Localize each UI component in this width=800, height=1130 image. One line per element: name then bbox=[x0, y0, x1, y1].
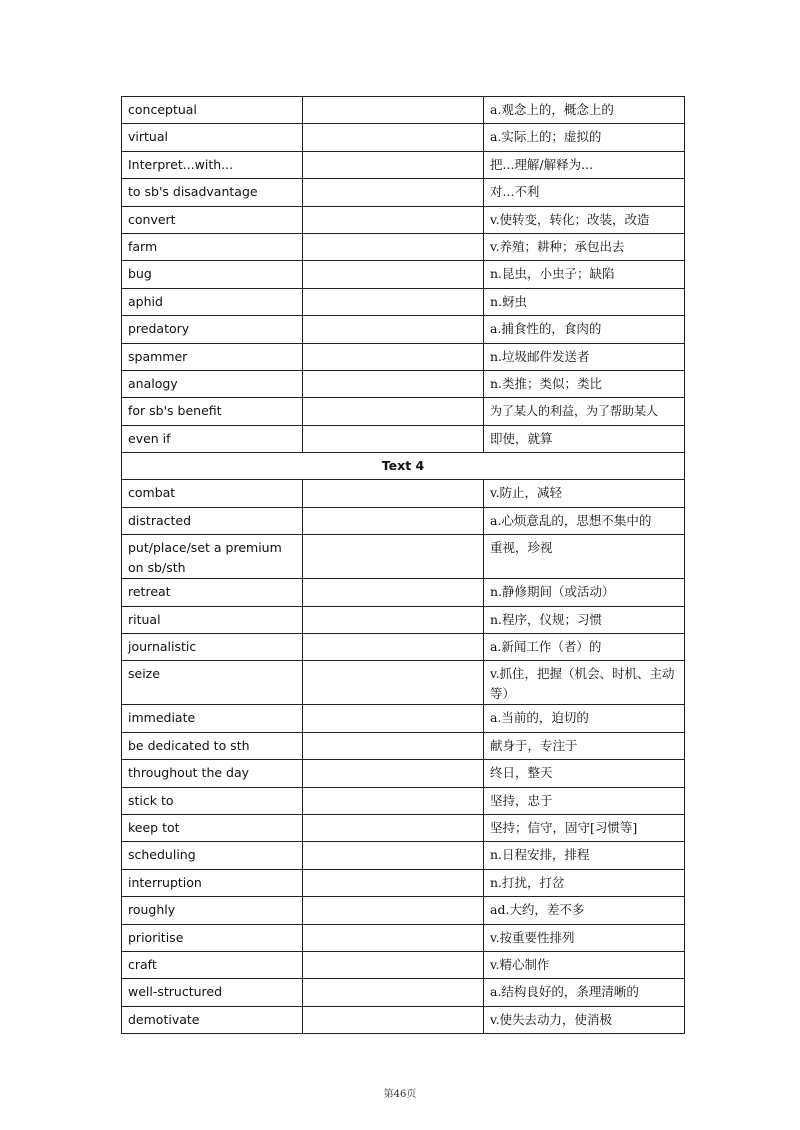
meaning-cell: 献身于，专注于 bbox=[484, 732, 685, 759]
word-cell: demotivate bbox=[122, 1006, 303, 1033]
word-cell: well-structured bbox=[122, 979, 303, 1006]
table-row bbox=[122, 535, 685, 579]
word-cell: predatory bbox=[122, 316, 303, 343]
section-header-row bbox=[122, 453, 685, 480]
meaning-cell: a.捕食性的，食肉的 bbox=[484, 316, 685, 343]
table-row bbox=[122, 370, 685, 397]
blank-cell bbox=[303, 705, 484, 732]
table-row bbox=[122, 951, 685, 978]
blank-cell bbox=[303, 869, 484, 896]
blank-cell bbox=[303, 288, 484, 315]
blank-cell bbox=[303, 124, 484, 151]
table-row bbox=[122, 398, 685, 425]
meaning-cell: n.蚜虫 bbox=[484, 288, 685, 315]
meaning-cell: 对...不利 bbox=[484, 179, 685, 206]
word-cell: virtual bbox=[122, 124, 303, 151]
meaning-cell: v.防止，减轻 bbox=[484, 480, 685, 507]
word-cell: retreat bbox=[122, 579, 303, 606]
word-cell: stick to bbox=[122, 787, 303, 814]
word-cell: put/place/set a premium on sb/sth bbox=[122, 535, 303, 579]
blank-cell bbox=[303, 151, 484, 178]
blank-cell bbox=[303, 370, 484, 397]
word-cell: for sb's benefit bbox=[122, 398, 303, 425]
blank-cell bbox=[303, 480, 484, 507]
table-row bbox=[122, 233, 685, 260]
word-cell: conceptual bbox=[122, 97, 303, 124]
table-row bbox=[122, 634, 685, 661]
blank-cell bbox=[303, 507, 484, 534]
meaning-cell: v.养殖；耕种；承包出去 bbox=[484, 233, 685, 260]
meaning-cell: ad.大约，差不多 bbox=[484, 897, 685, 924]
meaning-cell: n.昆虫，小虫子；缺陷 bbox=[484, 261, 685, 288]
table-row bbox=[122, 261, 685, 288]
blank-cell bbox=[303, 787, 484, 814]
blank-cell bbox=[303, 316, 484, 343]
table-row bbox=[122, 343, 685, 370]
table-row bbox=[122, 814, 685, 841]
blank-cell bbox=[303, 1006, 484, 1033]
blank-cell bbox=[303, 535, 484, 579]
meaning-cell: a.结构良好的，条理清晰的 bbox=[484, 979, 685, 1006]
meaning-cell: 终日，整天 bbox=[484, 760, 685, 787]
word-cell: convert bbox=[122, 206, 303, 233]
meaning-cell: v.精心制作 bbox=[484, 951, 685, 978]
meaning-cell: 坚持；信守，固守[习惯等] bbox=[484, 814, 685, 841]
word-cell: distracted bbox=[122, 507, 303, 534]
blank-cell bbox=[303, 579, 484, 606]
word-cell: to sb's disadvantage bbox=[122, 179, 303, 206]
vocabulary-table bbox=[121, 96, 685, 1034]
blank-cell bbox=[303, 732, 484, 759]
word-cell: be dedicated to sth bbox=[122, 732, 303, 759]
table-row bbox=[122, 480, 685, 507]
blank-cell bbox=[303, 606, 484, 633]
word-cell: farm bbox=[122, 233, 303, 260]
blank-cell bbox=[303, 634, 484, 661]
meaning-cell: a.心烦意乱的，思想不集中的 bbox=[484, 507, 685, 534]
word-cell: analogy bbox=[122, 370, 303, 397]
blank-cell bbox=[303, 924, 484, 951]
meaning-cell: v.使失去动力，使消极 bbox=[484, 1006, 685, 1033]
meaning-cell: n.日程安排，排程 bbox=[484, 842, 685, 869]
table-row bbox=[122, 897, 685, 924]
word-cell: immediate bbox=[122, 705, 303, 732]
meaning-cell: a.新闻工作（者）的 bbox=[484, 634, 685, 661]
table-row bbox=[122, 1006, 685, 1033]
table-row bbox=[122, 732, 685, 759]
blank-cell bbox=[303, 206, 484, 233]
word-cell: Interpret...with... bbox=[122, 151, 303, 178]
table-row bbox=[122, 316, 685, 343]
blank-cell bbox=[303, 261, 484, 288]
table-row bbox=[122, 124, 685, 151]
meaning-cell: n.垃圾邮件发送者 bbox=[484, 343, 685, 370]
table-row bbox=[122, 425, 685, 452]
blank-cell bbox=[303, 814, 484, 841]
blank-cell bbox=[303, 179, 484, 206]
meaning-cell: v.按重要性排列 bbox=[484, 924, 685, 951]
blank-cell bbox=[303, 398, 484, 425]
table-row bbox=[122, 606, 685, 633]
word-cell: ritual bbox=[122, 606, 303, 633]
word-cell: keep tot bbox=[122, 814, 303, 841]
table-row bbox=[122, 507, 685, 534]
meaning-cell: n.类推；类似；类比 bbox=[484, 370, 685, 397]
word-cell: bug bbox=[122, 261, 303, 288]
table-row bbox=[122, 760, 685, 787]
table-row bbox=[122, 787, 685, 814]
meaning-cell: n.打扰，打岔 bbox=[484, 869, 685, 896]
word-cell: throughout the day bbox=[122, 760, 303, 787]
blank-cell bbox=[303, 661, 484, 705]
section-title: Text 4 bbox=[122, 453, 685, 480]
table-row bbox=[122, 179, 685, 206]
meaning-cell: 重视，珍视 bbox=[484, 535, 685, 579]
table-row bbox=[122, 979, 685, 1006]
meaning-cell: n.静修期间（或活动） bbox=[484, 579, 685, 606]
table-row bbox=[122, 206, 685, 233]
blank-cell bbox=[303, 760, 484, 787]
blank-cell bbox=[303, 842, 484, 869]
meaning-cell: 为了某人的利益，为了帮助某人 bbox=[484, 398, 685, 425]
meaning-cell: n.程序，仪规；习惯 bbox=[484, 606, 685, 633]
table-row bbox=[122, 579, 685, 606]
blank-cell bbox=[303, 97, 484, 124]
word-cell: even if bbox=[122, 425, 303, 452]
table-row bbox=[122, 705, 685, 732]
table-row bbox=[122, 97, 685, 124]
word-cell: seize bbox=[122, 661, 303, 705]
table-row bbox=[122, 151, 685, 178]
word-cell: roughly bbox=[122, 897, 303, 924]
table-row bbox=[122, 842, 685, 869]
word-cell: journalistic bbox=[122, 634, 303, 661]
blank-cell bbox=[303, 425, 484, 452]
word-cell: spammer bbox=[122, 343, 303, 370]
word-cell: craft bbox=[122, 951, 303, 978]
word-cell: interruption bbox=[122, 869, 303, 896]
table-row bbox=[122, 661, 685, 705]
blank-cell bbox=[303, 979, 484, 1006]
word-cell: aphid bbox=[122, 288, 303, 315]
blank-cell bbox=[303, 897, 484, 924]
word-cell: prioritise bbox=[122, 924, 303, 951]
word-cell: scheduling bbox=[122, 842, 303, 869]
page-number: 第46页 bbox=[383, 1089, 417, 1100]
table-row bbox=[122, 288, 685, 315]
meaning-cell: 把...理解/解释为... bbox=[484, 151, 685, 178]
table-row bbox=[122, 869, 685, 896]
meaning-cell: v.抓住，把握（机会、时机、主动等） bbox=[484, 661, 685, 705]
meaning-cell: 即使，就算 bbox=[484, 425, 685, 452]
meaning-cell: v.使转变，转化；改装，改造 bbox=[484, 206, 685, 233]
word-cell: combat bbox=[122, 480, 303, 507]
blank-cell bbox=[303, 951, 484, 978]
meaning-cell: a.实际上的；虚拟的 bbox=[484, 124, 685, 151]
meaning-cell: 坚持，忠于 bbox=[484, 787, 685, 814]
blank-cell bbox=[303, 233, 484, 260]
meaning-cell: a.观念上的，概念上的 bbox=[484, 97, 685, 124]
table-row bbox=[122, 924, 685, 951]
blank-cell bbox=[303, 343, 484, 370]
meaning-cell: a.当前的，迫切的 bbox=[484, 705, 685, 732]
